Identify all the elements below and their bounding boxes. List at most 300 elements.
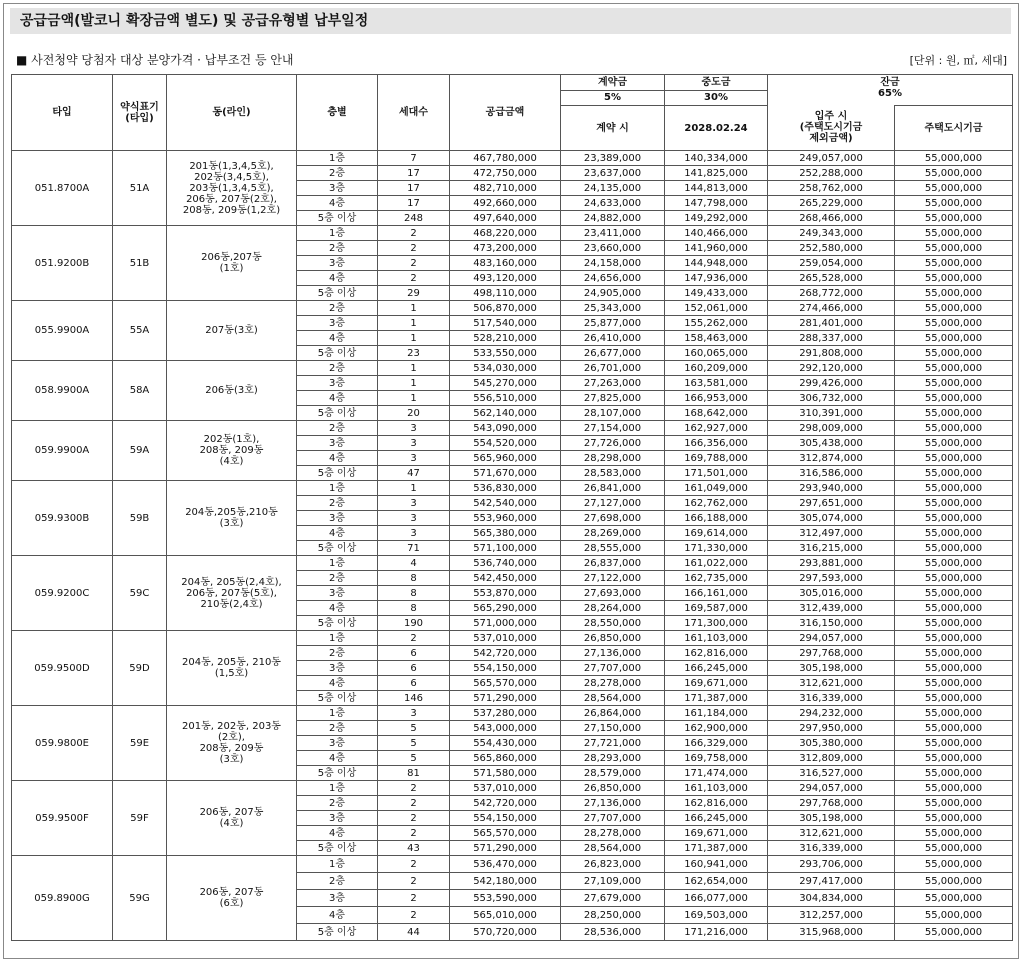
floor-cell: 3층 bbox=[297, 811, 378, 826]
units-cell: 1 bbox=[378, 376, 450, 391]
balance-cell: 288,337,000 bbox=[768, 331, 895, 346]
interim-cell: 166,161,000 bbox=[665, 586, 768, 601]
header-deposit: 계약금 bbox=[561, 75, 665, 91]
supply-cell: 553,590,000 bbox=[450, 890, 561, 907]
balance-cell: 252,580,000 bbox=[768, 241, 895, 256]
fund-cell: 55,000,000 bbox=[895, 556, 1013, 571]
units-cell: 5 bbox=[378, 721, 450, 736]
floor-cell: 5층 이상 bbox=[297, 616, 378, 631]
floor-cell: 2층 bbox=[297, 796, 378, 811]
floor-cell: 5층 이상 bbox=[297, 924, 378, 941]
deposit-cell: 27,698,000 bbox=[561, 511, 665, 526]
supply-cell: 506,870,000 bbox=[450, 301, 561, 316]
units-cell: 43 bbox=[378, 841, 450, 856]
deposit-cell: 28,564,000 bbox=[561, 691, 665, 706]
fund-cell: 55,000,000 bbox=[895, 406, 1013, 421]
supply-cell: 571,580,000 bbox=[450, 766, 561, 781]
fund-cell: 55,000,000 bbox=[895, 436, 1013, 451]
fund-cell: 55,000,000 bbox=[895, 241, 1013, 256]
balance-cell: 316,339,000 bbox=[768, 691, 895, 706]
interim-cell: 161,022,000 bbox=[665, 556, 768, 571]
units-cell: 17 bbox=[378, 196, 450, 211]
balance-cell: 265,229,000 bbox=[768, 196, 895, 211]
floor-cell: 3층 bbox=[297, 181, 378, 196]
header-units: 세대수 bbox=[378, 75, 450, 151]
interim-cell: 161,103,000 bbox=[665, 781, 768, 796]
fund-cell: 55,000,000 bbox=[895, 907, 1013, 924]
balance-cell: 297,950,000 bbox=[768, 721, 895, 736]
deposit-cell: 28,564,000 bbox=[561, 841, 665, 856]
supply-cell: 537,010,000 bbox=[450, 631, 561, 646]
balance-cell: 265,528,000 bbox=[768, 271, 895, 286]
interim-cell: 162,735,000 bbox=[665, 571, 768, 586]
balance-cell: 258,762,000 bbox=[768, 181, 895, 196]
floor-cell: 5층 이상 bbox=[297, 286, 378, 301]
deposit-cell: 27,721,000 bbox=[561, 736, 665, 751]
table-row bbox=[12, 361, 1013, 376]
interim-cell: 169,671,000 bbox=[665, 676, 768, 691]
header-balance-pct: 65% bbox=[878, 88, 902, 99]
interim-cell: 160,065,000 bbox=[665, 346, 768, 361]
deposit-cell: 24,633,000 bbox=[561, 196, 665, 211]
fund-cell: 55,000,000 bbox=[895, 766, 1013, 781]
deposit-cell: 28,278,000 bbox=[561, 826, 665, 841]
table-row bbox=[12, 481, 1013, 496]
units-cell: 23 bbox=[378, 346, 450, 361]
short-type-cell: 59A bbox=[113, 421, 167, 481]
fund-cell: 55,000,000 bbox=[895, 586, 1013, 601]
units-cell: 2 bbox=[378, 907, 450, 924]
supply-cell: 565,570,000 bbox=[450, 826, 561, 841]
deposit-cell: 24,135,000 bbox=[561, 181, 665, 196]
floor-cell: 3층 bbox=[297, 511, 378, 526]
floor-cell: 2층 bbox=[297, 301, 378, 316]
supply-cell: 517,540,000 bbox=[450, 316, 561, 331]
interim-cell: 169,614,000 bbox=[665, 526, 768, 541]
deposit-cell: 25,343,000 bbox=[561, 301, 665, 316]
deposit-cell: 26,701,000 bbox=[561, 361, 665, 376]
balance-cell: 293,881,000 bbox=[768, 556, 895, 571]
supply-cell: 571,290,000 bbox=[450, 841, 561, 856]
balance-cell: 298,009,000 bbox=[768, 421, 895, 436]
balance-cell: 281,401,000 bbox=[768, 316, 895, 331]
interim-cell: 171,474,000 bbox=[665, 766, 768, 781]
floor-cell: 2층 bbox=[297, 721, 378, 736]
balance-cell: 268,772,000 bbox=[768, 286, 895, 301]
floor-cell: 4층 bbox=[297, 196, 378, 211]
balance-cell: 291,808,000 bbox=[768, 346, 895, 361]
deposit-cell: 28,278,000 bbox=[561, 676, 665, 691]
deposit-cell: 27,693,000 bbox=[561, 586, 665, 601]
type-cell: 059.8900G bbox=[12, 856, 113, 941]
supply-cell: 528,210,000 bbox=[450, 331, 561, 346]
deposit-cell: 28,536,000 bbox=[561, 924, 665, 941]
units-cell: 2 bbox=[378, 873, 450, 890]
floor-cell: 5층 이상 bbox=[297, 766, 378, 781]
floor-cell: 3층 bbox=[297, 736, 378, 751]
fund-cell: 55,000,000 bbox=[895, 873, 1013, 890]
units-cell: 5 bbox=[378, 736, 450, 751]
units-cell: 146 bbox=[378, 691, 450, 706]
type-group bbox=[12, 361, 1013, 421]
supply-cell: 554,150,000 bbox=[450, 811, 561, 826]
floor-cell: 5층 이상 bbox=[297, 406, 378, 421]
interim-cell: 171,387,000 bbox=[665, 841, 768, 856]
deposit-cell: 26,841,000 bbox=[561, 481, 665, 496]
table-row bbox=[12, 151, 1013, 166]
short-type-cell: 51B bbox=[113, 226, 167, 301]
supply-cell: 536,830,000 bbox=[450, 481, 561, 496]
building-cell: 201동, 202동, 203동 (2호), 208동, 209동 (3호) bbox=[167, 706, 297, 781]
floor-cell: 3층 bbox=[297, 586, 378, 601]
balance-cell: 316,527,000 bbox=[768, 766, 895, 781]
type-cell: 051.8700A bbox=[12, 151, 113, 226]
balance-cell: 299,426,000 bbox=[768, 376, 895, 391]
units-cell: 2 bbox=[378, 226, 450, 241]
section-heading bbox=[16, 52, 294, 68]
short-type-cell: 59D bbox=[113, 631, 167, 706]
floor-cell: 3층 bbox=[297, 436, 378, 451]
fund-cell: 55,000,000 bbox=[895, 721, 1013, 736]
building-cell: 201동(1,3,4,5호), 202동(3,4,5호), 203동(1,3,4,5호), 206동, 207동(2호), 208동, 209동(1,2호) bbox=[167, 151, 297, 226]
type-group bbox=[12, 421, 1013, 481]
floor-cell: 2층 bbox=[297, 571, 378, 586]
type-group bbox=[12, 301, 1013, 361]
supply-cell: 565,290,000 bbox=[450, 601, 561, 616]
deposit-cell: 27,263,000 bbox=[561, 376, 665, 391]
balance-cell: 249,343,000 bbox=[768, 226, 895, 241]
interim-cell: 166,245,000 bbox=[665, 661, 768, 676]
units-cell: 2 bbox=[378, 781, 450, 796]
units-cell: 3 bbox=[378, 496, 450, 511]
units-cell: 1 bbox=[378, 481, 450, 496]
units-cell: 3 bbox=[378, 451, 450, 466]
supply-cell: 542,720,000 bbox=[450, 796, 561, 811]
fund-cell: 55,000,000 bbox=[895, 286, 1013, 301]
interim-cell: 161,103,000 bbox=[665, 631, 768, 646]
deposit-cell: 23,389,000 bbox=[561, 151, 665, 166]
supply-cell: 542,180,000 bbox=[450, 873, 561, 890]
fund-cell: 55,000,000 bbox=[895, 466, 1013, 481]
units-cell: 2 bbox=[378, 796, 450, 811]
floor-cell: 4층 bbox=[297, 751, 378, 766]
units-cell: 8 bbox=[378, 586, 450, 601]
supply-cell: 571,290,000 bbox=[450, 691, 561, 706]
balance-cell: 259,054,000 bbox=[768, 256, 895, 271]
supply-cell: 537,010,000 bbox=[450, 781, 561, 796]
fund-cell: 55,000,000 bbox=[895, 511, 1013, 526]
deposit-cell: 28,107,000 bbox=[561, 406, 665, 421]
units-cell: 3 bbox=[378, 511, 450, 526]
supply-cell: 571,100,000 bbox=[450, 541, 561, 556]
fund-cell: 55,000,000 bbox=[895, 841, 1013, 856]
units-cell: 2 bbox=[378, 241, 450, 256]
floor-cell: 3층 bbox=[297, 890, 378, 907]
balance-cell: 312,621,000 bbox=[768, 826, 895, 841]
table-header bbox=[12, 75, 1013, 151]
type-cell: 059.9300B bbox=[12, 481, 113, 556]
balance-cell: 297,593,000 bbox=[768, 571, 895, 586]
interim-cell: 162,816,000 bbox=[665, 796, 768, 811]
price-schedule-table bbox=[11, 74, 1013, 941]
units-cell: 6 bbox=[378, 646, 450, 661]
floor-cell: 4층 bbox=[297, 271, 378, 286]
table-row bbox=[12, 856, 1013, 873]
interim-cell: 149,292,000 bbox=[665, 211, 768, 226]
header-interim: 중도금 bbox=[665, 75, 768, 91]
balance-cell: 252,288,000 bbox=[768, 166, 895, 181]
interim-cell: 144,813,000 bbox=[665, 181, 768, 196]
interim-cell: 149,433,000 bbox=[665, 286, 768, 301]
interim-cell: 166,953,000 bbox=[665, 391, 768, 406]
deposit-cell: 25,877,000 bbox=[561, 316, 665, 331]
interim-cell: 144,948,000 bbox=[665, 256, 768, 271]
supply-cell: 536,740,000 bbox=[450, 556, 561, 571]
interim-cell: 160,209,000 bbox=[665, 361, 768, 376]
interim-cell: 171,387,000 bbox=[665, 691, 768, 706]
fund-cell: 55,000,000 bbox=[895, 526, 1013, 541]
interim-cell: 162,762,000 bbox=[665, 496, 768, 511]
deposit-cell: 26,410,000 bbox=[561, 331, 665, 346]
floor-cell: 4층 bbox=[297, 331, 378, 346]
deposit-cell: 28,583,000 bbox=[561, 466, 665, 481]
units-cell: 8 bbox=[378, 571, 450, 586]
interim-cell: 166,077,000 bbox=[665, 890, 768, 907]
deposit-cell: 24,905,000 bbox=[561, 286, 665, 301]
units-cell: 2 bbox=[378, 856, 450, 873]
building-cell: 204동, 205동, 210동 (1,5호) bbox=[167, 631, 297, 706]
interim-cell: 140,334,000 bbox=[665, 151, 768, 166]
interim-cell: 169,788,000 bbox=[665, 451, 768, 466]
balance-cell: 316,150,000 bbox=[768, 616, 895, 631]
fund-cell: 55,000,000 bbox=[895, 571, 1013, 586]
balance-cell: 315,968,000 bbox=[768, 924, 895, 941]
table-row bbox=[12, 556, 1013, 571]
type-group bbox=[12, 151, 1013, 226]
fund-cell: 55,000,000 bbox=[895, 196, 1013, 211]
interim-cell: 152,061,000 bbox=[665, 301, 768, 316]
interim-cell: 162,816,000 bbox=[665, 646, 768, 661]
type-group bbox=[12, 631, 1013, 706]
building-cell: 204동, 205동(2,4호), 206동, 207동(5호), 210동(2,4호) bbox=[167, 556, 297, 631]
supply-cell: 473,200,000 bbox=[450, 241, 561, 256]
supply-cell: 537,280,000 bbox=[450, 706, 561, 721]
floor-cell: 1층 bbox=[297, 706, 378, 721]
interim-cell: 171,216,000 bbox=[665, 924, 768, 941]
units-cell: 1 bbox=[378, 301, 450, 316]
type-cell: 059.9500F bbox=[12, 781, 113, 856]
balance-cell: 312,621,000 bbox=[768, 676, 895, 691]
header-fund: 주택도시기금 bbox=[895, 106, 1013, 151]
balance-cell: 316,215,000 bbox=[768, 541, 895, 556]
balance-cell: 268,466,000 bbox=[768, 211, 895, 226]
supply-cell: 553,870,000 bbox=[450, 586, 561, 601]
balance-cell: 297,417,000 bbox=[768, 873, 895, 890]
supply-cell: 565,570,000 bbox=[450, 676, 561, 691]
supply-cell: 565,010,000 bbox=[450, 907, 561, 924]
floor-cell: 4층 bbox=[297, 826, 378, 841]
interim-cell: 162,654,000 bbox=[665, 873, 768, 890]
supply-cell: 565,960,000 bbox=[450, 451, 561, 466]
building-cell: 207동(3호) bbox=[167, 301, 297, 361]
fund-cell: 55,000,000 bbox=[895, 481, 1013, 496]
floor-cell: 3층 bbox=[297, 316, 378, 331]
floor-cell: 2층 bbox=[297, 241, 378, 256]
supply-cell: 467,780,000 bbox=[450, 151, 561, 166]
header-building: 동(라인) bbox=[167, 75, 297, 151]
floor-cell: 2층 bbox=[297, 421, 378, 436]
floor-cell: 4층 bbox=[297, 526, 378, 541]
table-row bbox=[12, 421, 1013, 436]
fund-cell: 55,000,000 bbox=[895, 181, 1013, 196]
supply-cell: 492,660,000 bbox=[450, 196, 561, 211]
type-cell: 059.9200C bbox=[12, 556, 113, 631]
deposit-cell: 28,555,000 bbox=[561, 541, 665, 556]
units-cell: 2 bbox=[378, 826, 450, 841]
floor-cell: 5층 이상 bbox=[297, 211, 378, 226]
interim-cell: 141,960,000 bbox=[665, 241, 768, 256]
fund-cell: 55,000,000 bbox=[895, 301, 1013, 316]
supply-cell: 571,000,000 bbox=[450, 616, 561, 631]
units-cell: 2 bbox=[378, 811, 450, 826]
page-title: 공급금액(발코니 확장금액 별도) 및 공급유형별 납부일정 bbox=[10, 8, 1011, 34]
supply-cell: 553,960,000 bbox=[450, 511, 561, 526]
balance-cell: 305,438,000 bbox=[768, 436, 895, 451]
fund-cell: 55,000,000 bbox=[895, 661, 1013, 676]
floor-cell: 5층 이상 bbox=[297, 466, 378, 481]
deposit-cell: 28,269,000 bbox=[561, 526, 665, 541]
deposit-cell: 27,109,000 bbox=[561, 873, 665, 890]
interim-cell: 161,049,000 bbox=[665, 481, 768, 496]
deposit-cell: 27,679,000 bbox=[561, 890, 665, 907]
interim-cell: 171,330,000 bbox=[665, 541, 768, 556]
supply-cell: 554,520,000 bbox=[450, 436, 561, 451]
deposit-cell: 26,677,000 bbox=[561, 346, 665, 361]
fund-cell: 55,000,000 bbox=[895, 541, 1013, 556]
header-supply: 공급금액 bbox=[450, 75, 561, 151]
units-cell: 44 bbox=[378, 924, 450, 941]
supply-cell: 468,220,000 bbox=[450, 226, 561, 241]
fund-cell: 55,000,000 bbox=[895, 421, 1013, 436]
interim-cell: 168,642,000 bbox=[665, 406, 768, 421]
building-cell: 204동,205동,210동 (3호) bbox=[167, 481, 297, 556]
fund-cell: 55,000,000 bbox=[895, 211, 1013, 226]
floor-cell: 4층 bbox=[297, 451, 378, 466]
fund-cell: 55,000,000 bbox=[895, 890, 1013, 907]
deposit-cell: 26,837,000 bbox=[561, 556, 665, 571]
supply-cell: 498,110,000 bbox=[450, 286, 561, 301]
floor-cell: 1층 bbox=[297, 151, 378, 166]
short-type-cell: 59B bbox=[113, 481, 167, 556]
fund-cell: 55,000,000 bbox=[895, 391, 1013, 406]
balance-cell: 274,466,000 bbox=[768, 301, 895, 316]
deposit-cell: 27,122,000 bbox=[561, 571, 665, 586]
interim-cell: 171,300,000 bbox=[665, 616, 768, 631]
fund-cell: 55,000,000 bbox=[895, 226, 1013, 241]
section-title: 사전청약 당첨자 대상 분양가격 · 납부조건 등 안내 bbox=[31, 53, 294, 67]
units-cell: 2 bbox=[378, 271, 450, 286]
type-group bbox=[12, 706, 1013, 781]
units-cell: 29 bbox=[378, 286, 450, 301]
short-type-cell: 59G bbox=[113, 856, 167, 941]
fund-cell: 55,000,000 bbox=[895, 166, 1013, 181]
units-cell: 3 bbox=[378, 421, 450, 436]
supply-cell: 570,720,000 bbox=[450, 924, 561, 941]
units-cell: 6 bbox=[378, 661, 450, 676]
header-type: 타입 bbox=[12, 75, 113, 151]
interim-cell: 169,758,000 bbox=[665, 751, 768, 766]
units-cell: 3 bbox=[378, 706, 450, 721]
type-group bbox=[12, 556, 1013, 631]
interim-cell: 140,466,000 bbox=[665, 226, 768, 241]
fund-cell: 55,000,000 bbox=[895, 331, 1013, 346]
units-cell: 47 bbox=[378, 466, 450, 481]
fund-cell: 55,000,000 bbox=[895, 376, 1013, 391]
interim-cell: 147,936,000 bbox=[665, 271, 768, 286]
units-cell: 7 bbox=[378, 151, 450, 166]
deposit-cell: 27,707,000 bbox=[561, 661, 665, 676]
balance-cell: 297,651,000 bbox=[768, 496, 895, 511]
floor-cell: 5층 이상 bbox=[297, 346, 378, 361]
balance-cell: 312,257,000 bbox=[768, 907, 895, 924]
fund-cell: 55,000,000 bbox=[895, 616, 1013, 631]
floor-cell: 2층 bbox=[297, 496, 378, 511]
supply-cell: 542,540,000 bbox=[450, 496, 561, 511]
fund-cell: 55,000,000 bbox=[895, 646, 1013, 661]
deposit-cell: 27,136,000 bbox=[561, 646, 665, 661]
type-group bbox=[12, 226, 1013, 301]
units-cell: 17 bbox=[378, 166, 450, 181]
interim-cell: 141,825,000 bbox=[665, 166, 768, 181]
fund-cell: 55,000,000 bbox=[895, 271, 1013, 286]
supply-cell: 565,380,000 bbox=[450, 526, 561, 541]
interim-cell: 166,188,000 bbox=[665, 511, 768, 526]
type-cell: 059.9500D bbox=[12, 631, 113, 706]
deposit-cell: 26,850,000 bbox=[561, 631, 665, 646]
fund-cell: 55,000,000 bbox=[895, 256, 1013, 271]
units-cell: 2 bbox=[378, 890, 450, 907]
deposit-cell: 27,707,000 bbox=[561, 811, 665, 826]
header-short-type: 약식표기 (타입) bbox=[113, 75, 167, 151]
supply-cell: 542,720,000 bbox=[450, 646, 561, 661]
supply-cell: 554,150,000 bbox=[450, 661, 561, 676]
type-group bbox=[12, 781, 1013, 856]
fund-cell: 55,000,000 bbox=[895, 736, 1013, 751]
floor-cell: 1층 bbox=[297, 226, 378, 241]
short-type-cell: 59E bbox=[113, 706, 167, 781]
fund-cell: 55,000,000 bbox=[895, 451, 1013, 466]
supply-cell: 562,140,000 bbox=[450, 406, 561, 421]
floor-cell: 5층 이상 bbox=[297, 691, 378, 706]
balance-cell: 312,497,000 bbox=[768, 526, 895, 541]
floor-cell: 1층 bbox=[297, 856, 378, 873]
interim-cell: 163,581,000 bbox=[665, 376, 768, 391]
deposit-cell: 26,864,000 bbox=[561, 706, 665, 721]
units-cell: 81 bbox=[378, 766, 450, 781]
interim-cell: 169,671,000 bbox=[665, 826, 768, 841]
deposit-cell: 27,726,000 bbox=[561, 436, 665, 451]
short-type-cell: 55A bbox=[113, 301, 167, 361]
floor-cell: 4층 bbox=[297, 391, 378, 406]
deposit-cell: 23,660,000 bbox=[561, 241, 665, 256]
fund-cell: 55,000,000 bbox=[895, 631, 1013, 646]
units-cell: 1 bbox=[378, 361, 450, 376]
type-cell: 058.9900A bbox=[12, 361, 113, 421]
deposit-cell: 26,823,000 bbox=[561, 856, 665, 873]
fund-cell: 55,000,000 bbox=[895, 924, 1013, 941]
supply-cell: 542,450,000 bbox=[450, 571, 561, 586]
fund-cell: 55,000,000 bbox=[895, 811, 1013, 826]
